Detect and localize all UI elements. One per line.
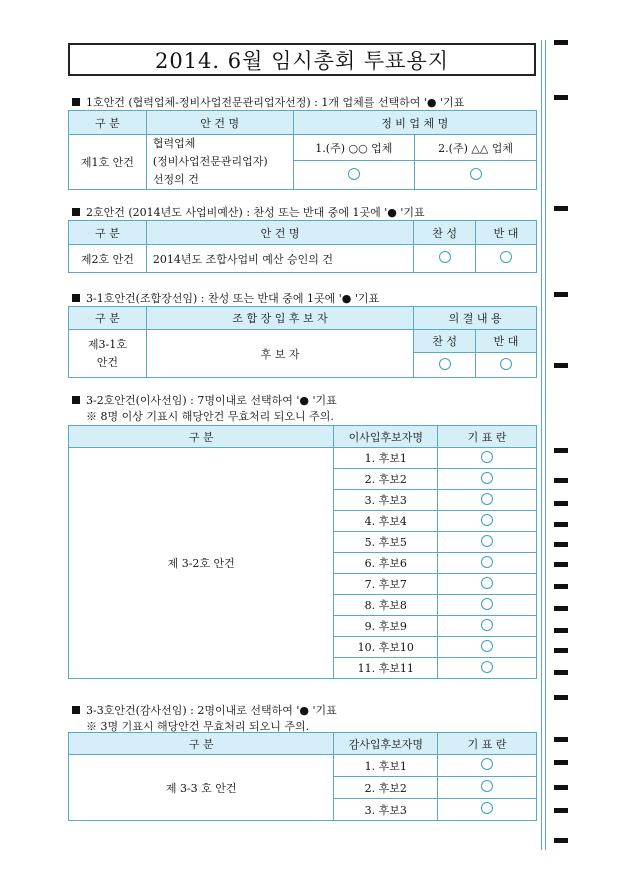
ballot-title: 2014. 6월 임시총회 투표용지 <box>68 43 536 76</box>
agenda31-candidate: 후 보 자 <box>146 330 413 378</box>
candidate-vote[interactable] <box>438 616 537 637</box>
square-bullet-icon <box>72 396 80 404</box>
header-no: 반 대 <box>476 221 537 245</box>
candidate-vote[interactable] <box>438 799 537 821</box>
timing-mark <box>554 584 568 589</box>
agenda2-name: 2014년도 조합사업비 예산 승인의 건 <box>146 245 413 273</box>
header-decision: 의 결 내 용 <box>414 307 537 330</box>
section4-heading <box>72 392 337 408</box>
agenda2-table <box>68 220 537 273</box>
section2-heading <box>72 204 425 220</box>
vote-circle-icon <box>481 493 493 505</box>
timing-mark <box>554 737 568 742</box>
timing-mark <box>554 760 568 765</box>
agenda1-name-line2: (정비사업전문관리업자) <box>152 155 268 168</box>
header-candidate: 이사입후보자명 <box>334 426 438 448</box>
candidate-vote[interactable] <box>438 532 537 553</box>
candidate-name: 1. 후보1 <box>334 448 438 469</box>
header-candidate: 조 합 장 입 후 보 자 <box>146 307 413 330</box>
candidate-vote[interactable] <box>438 658 537 679</box>
timing-mark <box>554 542 568 547</box>
agenda32-table <box>68 425 537 679</box>
timing-mark <box>554 206 568 211</box>
candidate-name: 7. 후보7 <box>334 574 438 595</box>
header-gubun: 구 분 <box>69 426 334 448</box>
candidate-vote[interactable] <box>438 490 537 511</box>
header-no: 반 대 <box>476 330 537 353</box>
agenda33-table <box>68 732 537 821</box>
timing-mark <box>554 522 568 527</box>
section3-heading-text: 3-1호안건(조합장선임) : 찬성 또는 반대 중에 1곳에 '● '기표 <box>86 292 380 305</box>
candidate-name: 3. 후보3 <box>334 799 438 821</box>
candidate-name: 11. 후보11 <box>334 658 438 679</box>
agenda31-label-line1: 제3-1호 <box>87 337 127 351</box>
candidate-vote[interactable] <box>438 574 537 595</box>
candidate-name: 9. 후보9 <box>334 616 438 637</box>
candidate-name: 2. 후보2 <box>334 777 438 799</box>
header-yes: 찬 성 <box>414 221 476 245</box>
vote-circle-icon <box>481 577 493 589</box>
candidate-vote[interactable] <box>438 469 537 490</box>
candidate-name: 1. 후보1 <box>334 755 438 777</box>
vote-circle-icon <box>481 514 493 526</box>
agenda2-yes-vote[interactable] <box>414 245 476 273</box>
agenda31-yes-vote[interactable] <box>414 353 476 378</box>
vote-circle-icon <box>500 251 512 263</box>
candidate-row <box>69 448 537 469</box>
agenda-label: 제 3-3 호 안건 <box>69 755 334 821</box>
header-yes: 찬 성 <box>414 330 476 353</box>
timing-mark <box>554 648 568 653</box>
square-bullet-icon <box>72 294 80 302</box>
agenda1-name <box>146 135 293 190</box>
timing-mark <box>554 628 568 633</box>
company1-vote[interactable] <box>293 161 415 190</box>
candidate-vote[interactable] <box>438 755 537 777</box>
vote-circle-icon <box>481 640 493 652</box>
vote-circle-icon <box>481 556 493 568</box>
header-gubun: 구 분 <box>69 221 147 245</box>
section4-heading-text: 3-2호안건(이사선임) : 7명이내로 선택하여 '● '기표 <box>86 394 337 407</box>
candidate-name: 3. 후보3 <box>334 490 438 511</box>
candidate-name: 6. 후보6 <box>334 553 438 574</box>
timing-mark <box>554 785 568 790</box>
timing-mark <box>554 670 568 675</box>
agenda-label: 제 3-2호 안건 <box>69 448 334 679</box>
vote-circle-icon <box>348 168 360 180</box>
candidate-name: 2. 후보2 <box>334 469 438 490</box>
agenda31-label-line2: 안건 <box>96 355 119 369</box>
header-vote: 기 표 란 <box>438 733 537 755</box>
agenda1-label: 제1호 안건 <box>69 135 147 190</box>
header-agenda: 안 건 명 <box>146 111 293 135</box>
header-gubun: 구 분 <box>69 733 334 755</box>
candidate-vote[interactable] <box>438 777 537 799</box>
agenda31-label <box>69 330 147 378</box>
section4-note: ※ 8명 이상 기표시 해당안건 무효처리 되오니 주의. <box>86 410 334 423</box>
header-gubun: 구 분 <box>69 307 147 330</box>
agenda1-name-line1: 협력업체 <box>152 137 196 150</box>
candidate-name: 5. 후보5 <box>334 532 438 553</box>
vote-circle-icon <box>481 758 493 770</box>
section1-heading-text: 1호안건 (협력업체-정비사업전문관리업자선정) : 1개 업체를 선택하여 '● '기표 <box>86 96 465 109</box>
margin-line <box>541 40 542 850</box>
timing-mark <box>554 292 568 297</box>
candidate-vote[interactable] <box>438 637 537 658</box>
margin-line <box>545 40 546 850</box>
vote-circle-icon <box>481 451 493 463</box>
candidate-vote[interactable] <box>438 553 537 574</box>
header-gubun: 구 분 <box>69 111 147 135</box>
candidate-name: 8. 후보8 <box>334 595 438 616</box>
vote-circle-icon <box>481 535 493 547</box>
company1-label: 1.(주) ○○ 업체 <box>293 135 415 161</box>
candidate-vote[interactable] <box>438 595 537 616</box>
section1-heading <box>72 94 464 110</box>
timing-mark <box>554 501 568 506</box>
timing-mark <box>554 606 568 611</box>
section3-heading <box>72 290 379 306</box>
agenda1-table <box>68 110 537 190</box>
agenda1-name-line3: 선정의 건 <box>152 173 199 186</box>
agenda31-no-vote[interactable] <box>476 353 537 378</box>
header-candidate: 감사입후보자명 <box>334 733 438 755</box>
candidate-name: 4. 후보4 <box>334 511 438 532</box>
agenda2-label: 제2호 안건 <box>69 245 147 273</box>
vote-circle-icon <box>470 168 482 180</box>
company2-vote[interactable] <box>415 161 537 190</box>
timing-mark <box>554 478 568 483</box>
vote-circle-icon <box>481 619 493 631</box>
section5-note: ※ 3명 기표시 해당안건 무효처리 되오니 주의. <box>86 720 310 733</box>
candidate-name: 10. 후보10 <box>334 637 438 658</box>
square-bullet-icon <box>72 98 80 106</box>
vote-circle-icon <box>481 598 493 610</box>
vote-circle-icon <box>481 661 493 673</box>
timing-mark <box>554 448 568 453</box>
timing-mark <box>554 808 568 813</box>
timing-mark <box>554 363 568 368</box>
header-vote: 기 표 란 <box>438 426 537 448</box>
header-agenda: 안 건 명 <box>146 221 413 245</box>
square-bullet-icon <box>72 706 80 714</box>
vote-circle-icon <box>439 358 451 370</box>
timing-mark <box>554 40 568 45</box>
timing-mark <box>554 562 568 567</box>
vote-circle-icon <box>481 472 493 484</box>
vote-circle-icon <box>481 780 493 792</box>
section5-heading-text: 3-3호안건(감사선임) : 2명이내로 선택하여 '● '기표 <box>86 704 337 717</box>
vote-circle-icon <box>500 358 512 370</box>
timing-mark <box>554 95 568 100</box>
agenda31-table <box>68 306 537 378</box>
timing-mark <box>554 695 568 700</box>
timing-mark <box>554 838 568 843</box>
section5-heading <box>72 702 337 718</box>
candidate-vote[interactable] <box>438 448 537 469</box>
square-bullet-icon <box>72 208 80 216</box>
vote-circle-icon <box>481 802 493 814</box>
company2-label: 2.(주) △△ 업체 <box>415 135 537 161</box>
candidate-row <box>69 755 537 777</box>
vote-circle-icon <box>439 251 451 263</box>
section2-heading-text: 2호안건 (2014년도 사업비예산) : 찬성 또는 반대 중에 1곳에 '● '기표 <box>86 206 425 219</box>
header-company: 정 비 업 체 명 <box>293 111 537 135</box>
agenda2-no-vote[interactable] <box>476 245 537 273</box>
candidate-vote[interactable] <box>438 511 537 532</box>
